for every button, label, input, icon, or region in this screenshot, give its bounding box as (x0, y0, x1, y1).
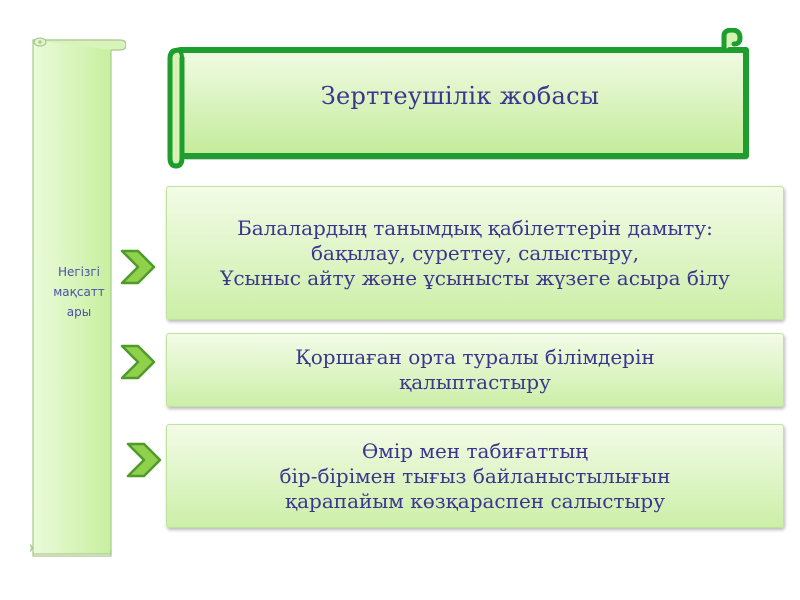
page-title: Зерттеушілік жобасы (320, 82, 600, 110)
goal-line: қалыптастыру (399, 370, 551, 394)
goal-line: Өмір мен табиғаттың (361, 438, 589, 463)
goal-line: бақылау, суреттеу, салыстыру, (310, 240, 640, 265)
vertical-label-line: мақсатт (53, 285, 105, 299)
chevron-right-icon (124, 440, 164, 480)
goal-line: Қоршаған орта туралы білімдерін (295, 345, 655, 369)
goal-box-1 (166, 186, 784, 320)
goal-line: бір-бірімен тығыз байланыстылығын (279, 463, 671, 488)
chevron-right-icon (118, 247, 158, 287)
goal-line: Балалардың танымдық қабілеттерін дамыту: (237, 215, 713, 240)
vertical-scroll-label (34, 262, 124, 322)
vertical-label-line: Негізгі (57, 265, 101, 279)
goal-box-2 (166, 333, 784, 407)
goal-box-3 (166, 424, 784, 528)
chevron-right-icon (118, 342, 158, 382)
vertical-label-line: ары (66, 305, 92, 319)
goal-line: қарапайым көзқараспен салыстыру (285, 488, 665, 513)
goal-line: Ұсыныс айту және ұсынысты жүзеге асыра білу (220, 265, 730, 290)
